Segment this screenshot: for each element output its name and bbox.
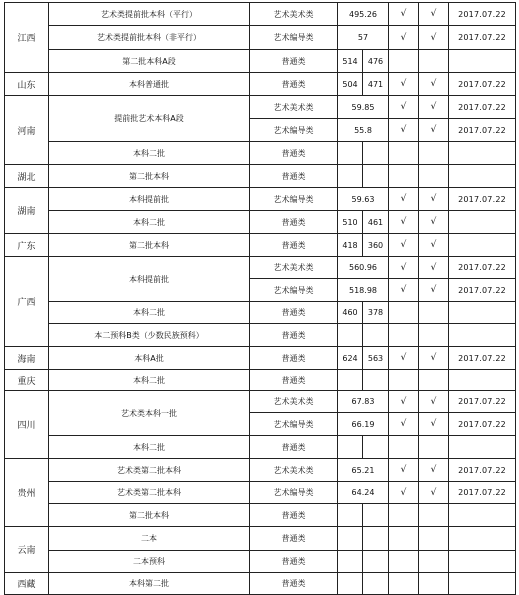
category-cell: 艺术编导类 [250, 26, 338, 50]
check-cell: √ [389, 211, 419, 234]
batch-cell: 本科提前批 [49, 257, 250, 302]
check-cell [389, 504, 419, 527]
check-cell: √ [389, 257, 419, 279]
score-b-cell [363, 573, 389, 595]
score-a-cell [338, 504, 363, 527]
table-row [5, 482, 516, 504]
score-cell: 67.83 [338, 391, 389, 413]
table-row [5, 436, 516, 459]
category-cell: 普通类 [250, 436, 338, 459]
batch-cell: 第二批本科A段 [49, 50, 250, 73]
date-cell [449, 324, 516, 347]
score-b-cell [363, 527, 389, 551]
score-b-cell: 378 [363, 302, 389, 324]
score-a-cell: 418 [338, 234, 363, 257]
check-cell: √ [389, 234, 419, 257]
table-row [5, 73, 516, 96]
score-a-cell [338, 573, 363, 595]
date-cell: 2017.07.22 [449, 279, 516, 302]
score-a-cell: 624 [338, 347, 363, 370]
category-cell: 普通类 [250, 302, 338, 324]
score-cell: 495.26 [338, 3, 389, 26]
date-cell [449, 234, 516, 257]
batch-cell: 本科二批 [49, 302, 250, 324]
batch-cell: 艺术类本科一批 [49, 391, 250, 436]
check-cell [419, 504, 449, 527]
check-cell: √ [389, 279, 419, 302]
batch-cell: 本科A批 [49, 347, 250, 370]
date-cell [449, 504, 516, 527]
batch-cell: 艺术类第二批本科 [49, 459, 250, 482]
score-a-cell [338, 436, 363, 459]
date-cell [449, 573, 516, 595]
check-cell [419, 370, 449, 391]
date-cell: 2017.07.22 [449, 96, 516, 119]
batch-cell: 本科第二批 [49, 573, 250, 595]
table-row [5, 188, 516, 211]
batch-cell: 本科二批 [49, 211, 250, 234]
province-cell: 湖南 [5, 188, 49, 234]
table-row [5, 347, 516, 370]
check-cell: √ [389, 188, 419, 211]
date-cell [449, 436, 516, 459]
date-cell [449, 50, 516, 73]
batch-cell: 二本预科 [49, 551, 250, 573]
category-cell: 普通类 [250, 165, 338, 188]
category-cell: 普通类 [250, 504, 338, 527]
date-cell [449, 302, 516, 324]
table-row [5, 165, 516, 188]
check-cell: √ [419, 73, 449, 96]
score-a-cell [338, 370, 363, 391]
category-cell: 艺术美术类 [250, 391, 338, 413]
province-cell: 西藏 [5, 573, 49, 595]
date-cell: 2017.07.22 [449, 26, 516, 50]
table-row [5, 324, 516, 347]
check-cell: √ [419, 413, 449, 436]
batch-cell: 艺术类提前批本科（平行） [49, 3, 250, 26]
score-b-cell: 471 [363, 73, 389, 96]
batch-cell: 艺术类第二批本科 [49, 482, 250, 504]
batch-cell: 第二批本科 [49, 234, 250, 257]
check-cell [419, 324, 449, 347]
check-cell: √ [419, 188, 449, 211]
check-cell [389, 370, 419, 391]
batch-cell: 第二批本科 [49, 165, 250, 188]
category-cell: 普通类 [250, 211, 338, 234]
check-cell: √ [419, 119, 449, 142]
province-cell: 河南 [5, 96, 49, 165]
table-row [5, 211, 516, 234]
score-b-cell [363, 324, 389, 347]
check-cell [419, 165, 449, 188]
score-b-cell: 461 [363, 211, 389, 234]
date-cell: 2017.07.22 [449, 391, 516, 413]
province-cell: 广东 [5, 234, 49, 257]
table-row [5, 26, 516, 50]
check-cell: √ [419, 257, 449, 279]
check-cell: √ [389, 3, 419, 26]
category-cell: 普通类 [250, 527, 338, 551]
province-cell: 广西 [5, 257, 49, 347]
batch-cell: 艺术类提前批本科（非平行） [49, 26, 250, 50]
check-cell [389, 324, 419, 347]
province-cell: 海南 [5, 347, 49, 370]
date-cell [449, 142, 516, 165]
category-cell: 普通类 [250, 551, 338, 573]
date-cell [449, 551, 516, 573]
score-a-cell: 504 [338, 73, 363, 96]
date-cell: 2017.07.22 [449, 119, 516, 142]
category-cell: 普通类 [250, 73, 338, 96]
category-cell: 普通类 [250, 50, 338, 73]
province-cell: 四川 [5, 391, 49, 459]
category-cell: 普通类 [250, 142, 338, 165]
batch-cell: 本二预科B类（少数民族预科） [49, 324, 250, 347]
score-b-cell: 360 [363, 234, 389, 257]
category-cell: 普通类 [250, 324, 338, 347]
check-cell: √ [389, 26, 419, 50]
category-cell: 普通类 [250, 573, 338, 595]
score-a-cell [338, 165, 363, 188]
category-cell: 艺术美术类 [250, 459, 338, 482]
score-b-cell [363, 551, 389, 573]
score-cell: 65.21 [338, 459, 389, 482]
check-cell: √ [419, 482, 449, 504]
check-cell: √ [419, 3, 449, 26]
category-cell: 艺术美术类 [250, 96, 338, 119]
province-cell: 山东 [5, 73, 49, 96]
category-cell: 普通类 [250, 347, 338, 370]
batch-cell: 本科二批 [49, 142, 250, 165]
check-cell [389, 436, 419, 459]
batch-cell: 本科二批 [49, 436, 250, 459]
check-cell: √ [389, 413, 419, 436]
province-cell: 贵州 [5, 459, 49, 527]
date-cell: 2017.07.22 [449, 73, 516, 96]
check-cell: √ [419, 347, 449, 370]
score-b-cell: 476 [363, 50, 389, 73]
check-cell: √ [389, 96, 419, 119]
score-a-cell [338, 142, 363, 165]
score-a-cell: 510 [338, 211, 363, 234]
date-cell: 2017.07.22 [449, 188, 516, 211]
table-row [5, 370, 516, 391]
score-cell: 64.24 [338, 482, 389, 504]
check-cell: √ [419, 279, 449, 302]
batch-cell: 本科普通批 [49, 73, 250, 96]
check-cell [389, 551, 419, 573]
batch-cell: 本科二批 [49, 370, 250, 391]
score-cell: 518.98 [338, 279, 389, 302]
check-cell: √ [389, 73, 419, 96]
batch-cell: 提前批艺术本科A段 [49, 96, 250, 142]
category-cell: 艺术编导类 [250, 279, 338, 302]
check-cell [389, 302, 419, 324]
check-cell [419, 302, 449, 324]
score-cell: 55.8 [338, 119, 389, 142]
check-cell [389, 527, 419, 551]
admission-score-table [4, 2, 516, 595]
date-cell [449, 527, 516, 551]
score-a-cell [338, 551, 363, 573]
check-cell: √ [389, 482, 419, 504]
table-row [5, 50, 516, 73]
table-row [5, 551, 516, 573]
table-row [5, 391, 516, 413]
check-cell [419, 573, 449, 595]
check-cell [419, 527, 449, 551]
batch-cell: 本科提前批 [49, 188, 250, 211]
check-cell [419, 50, 449, 73]
score-cell: 57 [338, 26, 389, 50]
score-b-cell [363, 370, 389, 391]
check-cell: √ [389, 391, 419, 413]
table-row [5, 504, 516, 527]
date-cell [449, 165, 516, 188]
table-row [5, 459, 516, 482]
check-cell: √ [419, 459, 449, 482]
score-b-cell [363, 142, 389, 165]
score-b-cell: 563 [363, 347, 389, 370]
table-row [5, 3, 516, 26]
score-cell: 59.63 [338, 188, 389, 211]
date-cell [449, 370, 516, 391]
score-b-cell [363, 504, 389, 527]
score-a-cell: 460 [338, 302, 363, 324]
province-cell: 云南 [5, 527, 49, 573]
score-b-cell [363, 436, 389, 459]
table-row [5, 257, 516, 279]
check-cell [419, 142, 449, 165]
score-a-cell [338, 527, 363, 551]
score-b-cell [363, 165, 389, 188]
check-cell: √ [419, 234, 449, 257]
category-cell: 艺术编导类 [250, 119, 338, 142]
check-cell: √ [389, 119, 419, 142]
score-cell: 560.96 [338, 257, 389, 279]
province-cell: 重庆 [5, 370, 49, 391]
check-cell: √ [419, 211, 449, 234]
date-cell: 2017.07.22 [449, 347, 516, 370]
date-cell: 2017.07.22 [449, 413, 516, 436]
check-cell [389, 50, 419, 73]
check-cell: √ [389, 459, 419, 482]
table-row [5, 302, 516, 324]
date-cell: 2017.07.22 [449, 459, 516, 482]
check-cell: √ [419, 26, 449, 50]
batch-cell: 第二批本科 [49, 504, 250, 527]
table-row [5, 96, 516, 119]
table-row [5, 234, 516, 257]
check-cell [419, 436, 449, 459]
province-cell: 江西 [5, 3, 49, 73]
category-cell: 艺术美术类 [250, 257, 338, 279]
category-cell: 普通类 [250, 370, 338, 391]
check-cell [389, 573, 419, 595]
category-cell: 艺术编导类 [250, 482, 338, 504]
score-a-cell: 514 [338, 50, 363, 73]
date-cell: 2017.07.22 [449, 482, 516, 504]
check-cell: √ [419, 391, 449, 413]
date-cell [449, 211, 516, 234]
table-row [5, 573, 516, 595]
table-row [5, 142, 516, 165]
date-cell: 2017.07.22 [449, 3, 516, 26]
category-cell: 艺术编导类 [250, 188, 338, 211]
date-cell: 2017.07.22 [449, 257, 516, 279]
table-row [5, 527, 516, 551]
category-cell: 艺术编导类 [250, 413, 338, 436]
score-cell: 66.19 [338, 413, 389, 436]
check-cell [389, 142, 419, 165]
score-a-cell [338, 324, 363, 347]
check-cell [419, 551, 449, 573]
category-cell: 普通类 [250, 234, 338, 257]
batch-cell: 二本 [49, 527, 250, 551]
check-cell: √ [419, 96, 449, 119]
check-cell: √ [389, 347, 419, 370]
check-cell [389, 165, 419, 188]
category-cell: 艺术美术类 [250, 3, 338, 26]
province-cell: 湖北 [5, 165, 49, 188]
score-cell: 59.85 [338, 96, 389, 119]
